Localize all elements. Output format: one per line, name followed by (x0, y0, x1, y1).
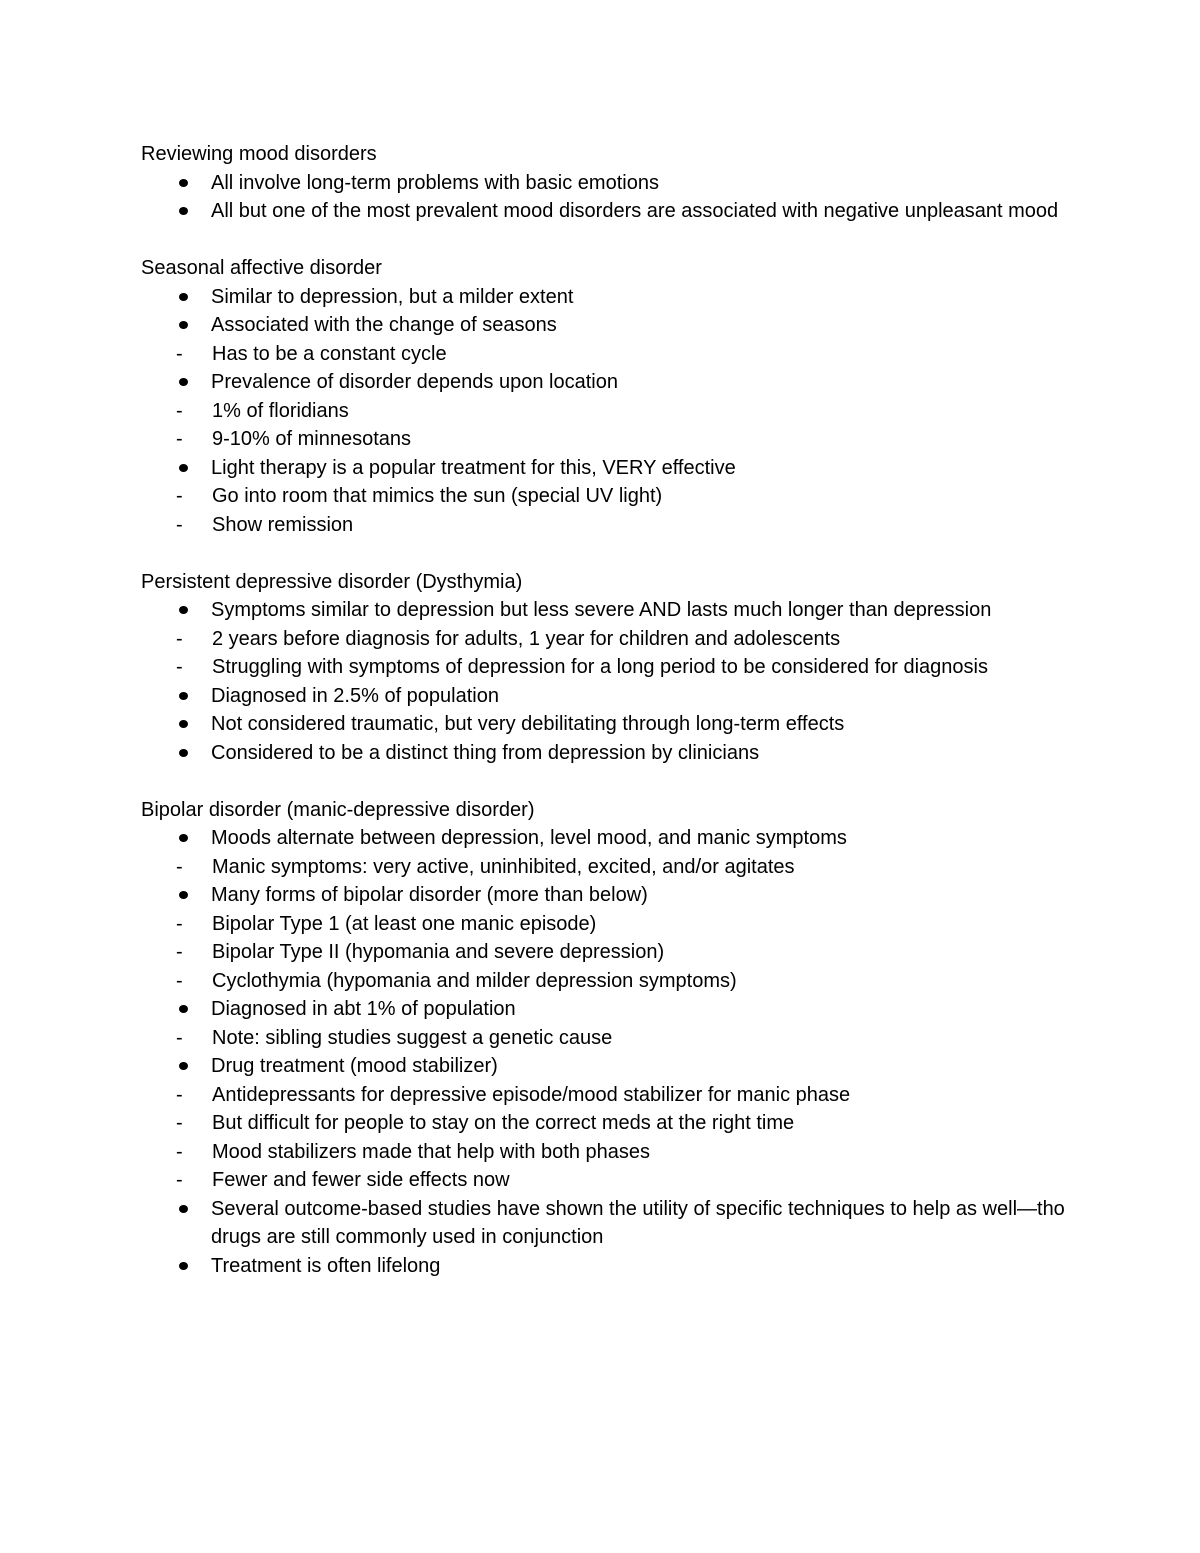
section-heading: Seasonal affective disorder (141, 257, 382, 279)
notes-section (141, 568, 1071, 768)
bullet-dot-icon (179, 692, 188, 700)
dash-marker: - (176, 912, 183, 935)
sub-bullet-item (141, 625, 1071, 654)
bullet-text: Light therapy is a popular treatment for this, VERY effective (211, 456, 736, 479)
sub-bullet-item (141, 910, 1071, 939)
bullet-text: Similar to depression, but a milder extent (211, 285, 574, 308)
bullet-text: Several outcome-based studies have shown the utility of specific techniques to help as well—tho drugs are still commonly used in conjunction (211, 1197, 1065, 1248)
notes-section (141, 254, 1071, 539)
sub-bullet-list (141, 397, 1071, 454)
sub-bullet-item (141, 1024, 1071, 1053)
dash-marker: - (176, 1112, 183, 1134)
bullet-text: All involve long-term problems with basic emotions (211, 171, 659, 194)
sub-bullet-item (141, 340, 1071, 369)
bullet-item (141, 995, 1071, 1052)
dash-marker: - (176, 428, 183, 450)
bullet-list (141, 596, 1071, 767)
sub-bullet-text: Fewer and fewer side effects now (212, 1169, 510, 1191)
bullet-list (141, 824, 1071, 1280)
bullet-item (141, 311, 1071, 368)
sub-bullet-text: Go into room that mimics the sun (special UV light) (212, 485, 663, 507)
sub-bullet-item (141, 482, 1071, 511)
bullet-dot-icon (179, 1062, 188, 1070)
sub-bullet-text: 2 years before diagnosis for adults, 1 year for children and adolescents (212, 627, 841, 650)
bullet-item (141, 368, 1071, 454)
bullet-dot-icon (179, 834, 188, 842)
sub-bullet-item (141, 1081, 1071, 1110)
bullet-item (141, 881, 1071, 995)
sub-bullet-text: Struggling with symptoms of depression for a long period to be considered for diagnosis (212, 656, 988, 678)
sub-bullet-text: Note: sibling studies suggest a genetic cause (212, 1026, 613, 1049)
notes-section (141, 796, 1071, 1281)
sub-bullet-text: 1% of floridians (212, 399, 349, 422)
sub-bullet-text: Mood stabilizers made that help with both phases (212, 1140, 651, 1163)
sub-bullet-item (141, 853, 1071, 882)
sub-bullet-text: Bipolar Type II (hypomania and severe depression) (212, 941, 665, 963)
bullet-item (141, 169, 1071, 198)
dash-marker: - (176, 399, 183, 422)
bullet-dot-icon (179, 1005, 188, 1013)
dash-marker: - (176, 941, 183, 963)
bullet-dot-icon (179, 891, 188, 899)
bullet-text: Moods alternate between depression, level mood, and manic symptoms (211, 827, 847, 849)
section-heading: Reviewing mood disorders (141, 143, 377, 165)
sub-bullet-text: Manic symptoms: very active, uninhibited, excited, and/or agitates (212, 855, 795, 878)
sub-bullet-list (141, 1081, 1071, 1195)
dash-marker: - (176, 627, 183, 650)
dash-marker: - (176, 855, 183, 878)
bullet-item (141, 1252, 1071, 1281)
sub-bullet-item (141, 425, 1071, 454)
bullet-list (141, 283, 1071, 540)
sub-bullet-item (141, 1138, 1071, 1167)
bullet-item (141, 454, 1071, 540)
bullet-text: Diagnosed in 2.5% of population (211, 684, 499, 707)
sub-bullet-item (141, 967, 1071, 996)
bullet-item (141, 739, 1071, 768)
section-heading: Persistent depressive disorder (Dysthymia) (141, 570, 523, 593)
bullet-item (141, 710, 1071, 739)
bullet-text: Drug treatment (mood stabilizer) (211, 1055, 498, 1077)
bullet-dot-icon (179, 293, 188, 301)
bullet-dot-icon (179, 464, 188, 472)
sub-bullet-item (141, 1166, 1071, 1195)
bullet-text: Diagnosed in abt 1% of population (211, 998, 516, 1020)
sub-bullet-list (141, 853, 1071, 882)
bullet-text: Treatment is often lifelong (211, 1254, 441, 1277)
bullet-dot-icon (179, 1262, 188, 1270)
bullet-text: Not considered traumatic, but very debilitating through long-term effects (211, 713, 845, 735)
bullet-item (141, 1195, 1071, 1252)
section-heading: Bipolar disorder (manic-depressive disorder) (141, 798, 535, 821)
bullet-text: Considered to be a distinct thing from depression by clinicians (211, 741, 760, 764)
dash-marker: - (176, 1026, 183, 1049)
bullet-dot-icon (179, 749, 188, 757)
notes-content (141, 140, 1071, 1309)
sub-bullet-text: Bipolar Type 1 (at least one manic episode) (212, 912, 597, 935)
bullet-item (141, 824, 1071, 881)
bullet-dot-icon (179, 720, 188, 728)
dash-marker: - (176, 513, 183, 536)
bullet-dot-icon (179, 207, 188, 215)
sub-bullet-item (141, 938, 1071, 967)
dash-marker: - (176, 485, 183, 507)
bullet-dot-icon (179, 321, 188, 329)
sub-bullet-item (141, 397, 1071, 426)
dash-marker: - (176, 969, 183, 992)
bullet-dot-icon (179, 606, 188, 614)
sub-bullet-list (141, 910, 1071, 996)
bullet-item (141, 682, 1071, 711)
sub-bullet-item (141, 653, 1071, 682)
dash-marker: - (176, 656, 183, 678)
sub-bullet-text: Has to be a constant cycle (212, 342, 447, 365)
bullet-text: Prevalence of disorder depends upon location (211, 371, 618, 393)
bullet-dot-icon (179, 378, 188, 386)
sub-bullet-text: 9-10% of minnesotans (212, 428, 412, 450)
sub-bullet-text: Show remission (212, 513, 354, 536)
sub-bullet-list (141, 625, 1071, 682)
sub-bullet-list (141, 1024, 1071, 1053)
bullet-dot-icon (179, 1205, 188, 1213)
sub-bullet-list (141, 340, 1071, 369)
sub-bullet-text: But difficult for people to stay on the correct meds at the right time (212, 1112, 795, 1134)
bullet-item (141, 1052, 1071, 1195)
sub-bullet-item (141, 1109, 1071, 1138)
sub-bullet-item (141, 511, 1071, 540)
notes-section (141, 140, 1071, 226)
dash-marker: - (176, 342, 183, 365)
bullet-text: Associated with the change of seasons (211, 314, 557, 336)
bullet-text: All but one of the most prevalent mood disorders are associated with negative unpleasant mood (211, 200, 1059, 222)
dash-marker: - (176, 1169, 183, 1191)
sub-bullet-list (141, 482, 1071, 539)
dash-marker: - (176, 1140, 183, 1163)
bullet-list (141, 169, 1071, 226)
bullet-item (141, 596, 1071, 682)
bullet-text: Many forms of bipolar disorder (more than below) (211, 884, 648, 906)
bullet-item (141, 197, 1071, 226)
sub-bullet-text: Cyclothymia (hypomania and milder depression symptoms) (212, 969, 737, 992)
dash-marker: - (176, 1083, 183, 1106)
bullet-item (141, 283, 1071, 312)
sub-bullet-text: Antidepressants for depressive episode/mood stabilizer for manic phase (212, 1083, 851, 1106)
bullet-text: Symptoms similar to depression but less severe AND lasts much longer than depression (211, 599, 992, 621)
bullet-dot-icon (179, 179, 188, 187)
